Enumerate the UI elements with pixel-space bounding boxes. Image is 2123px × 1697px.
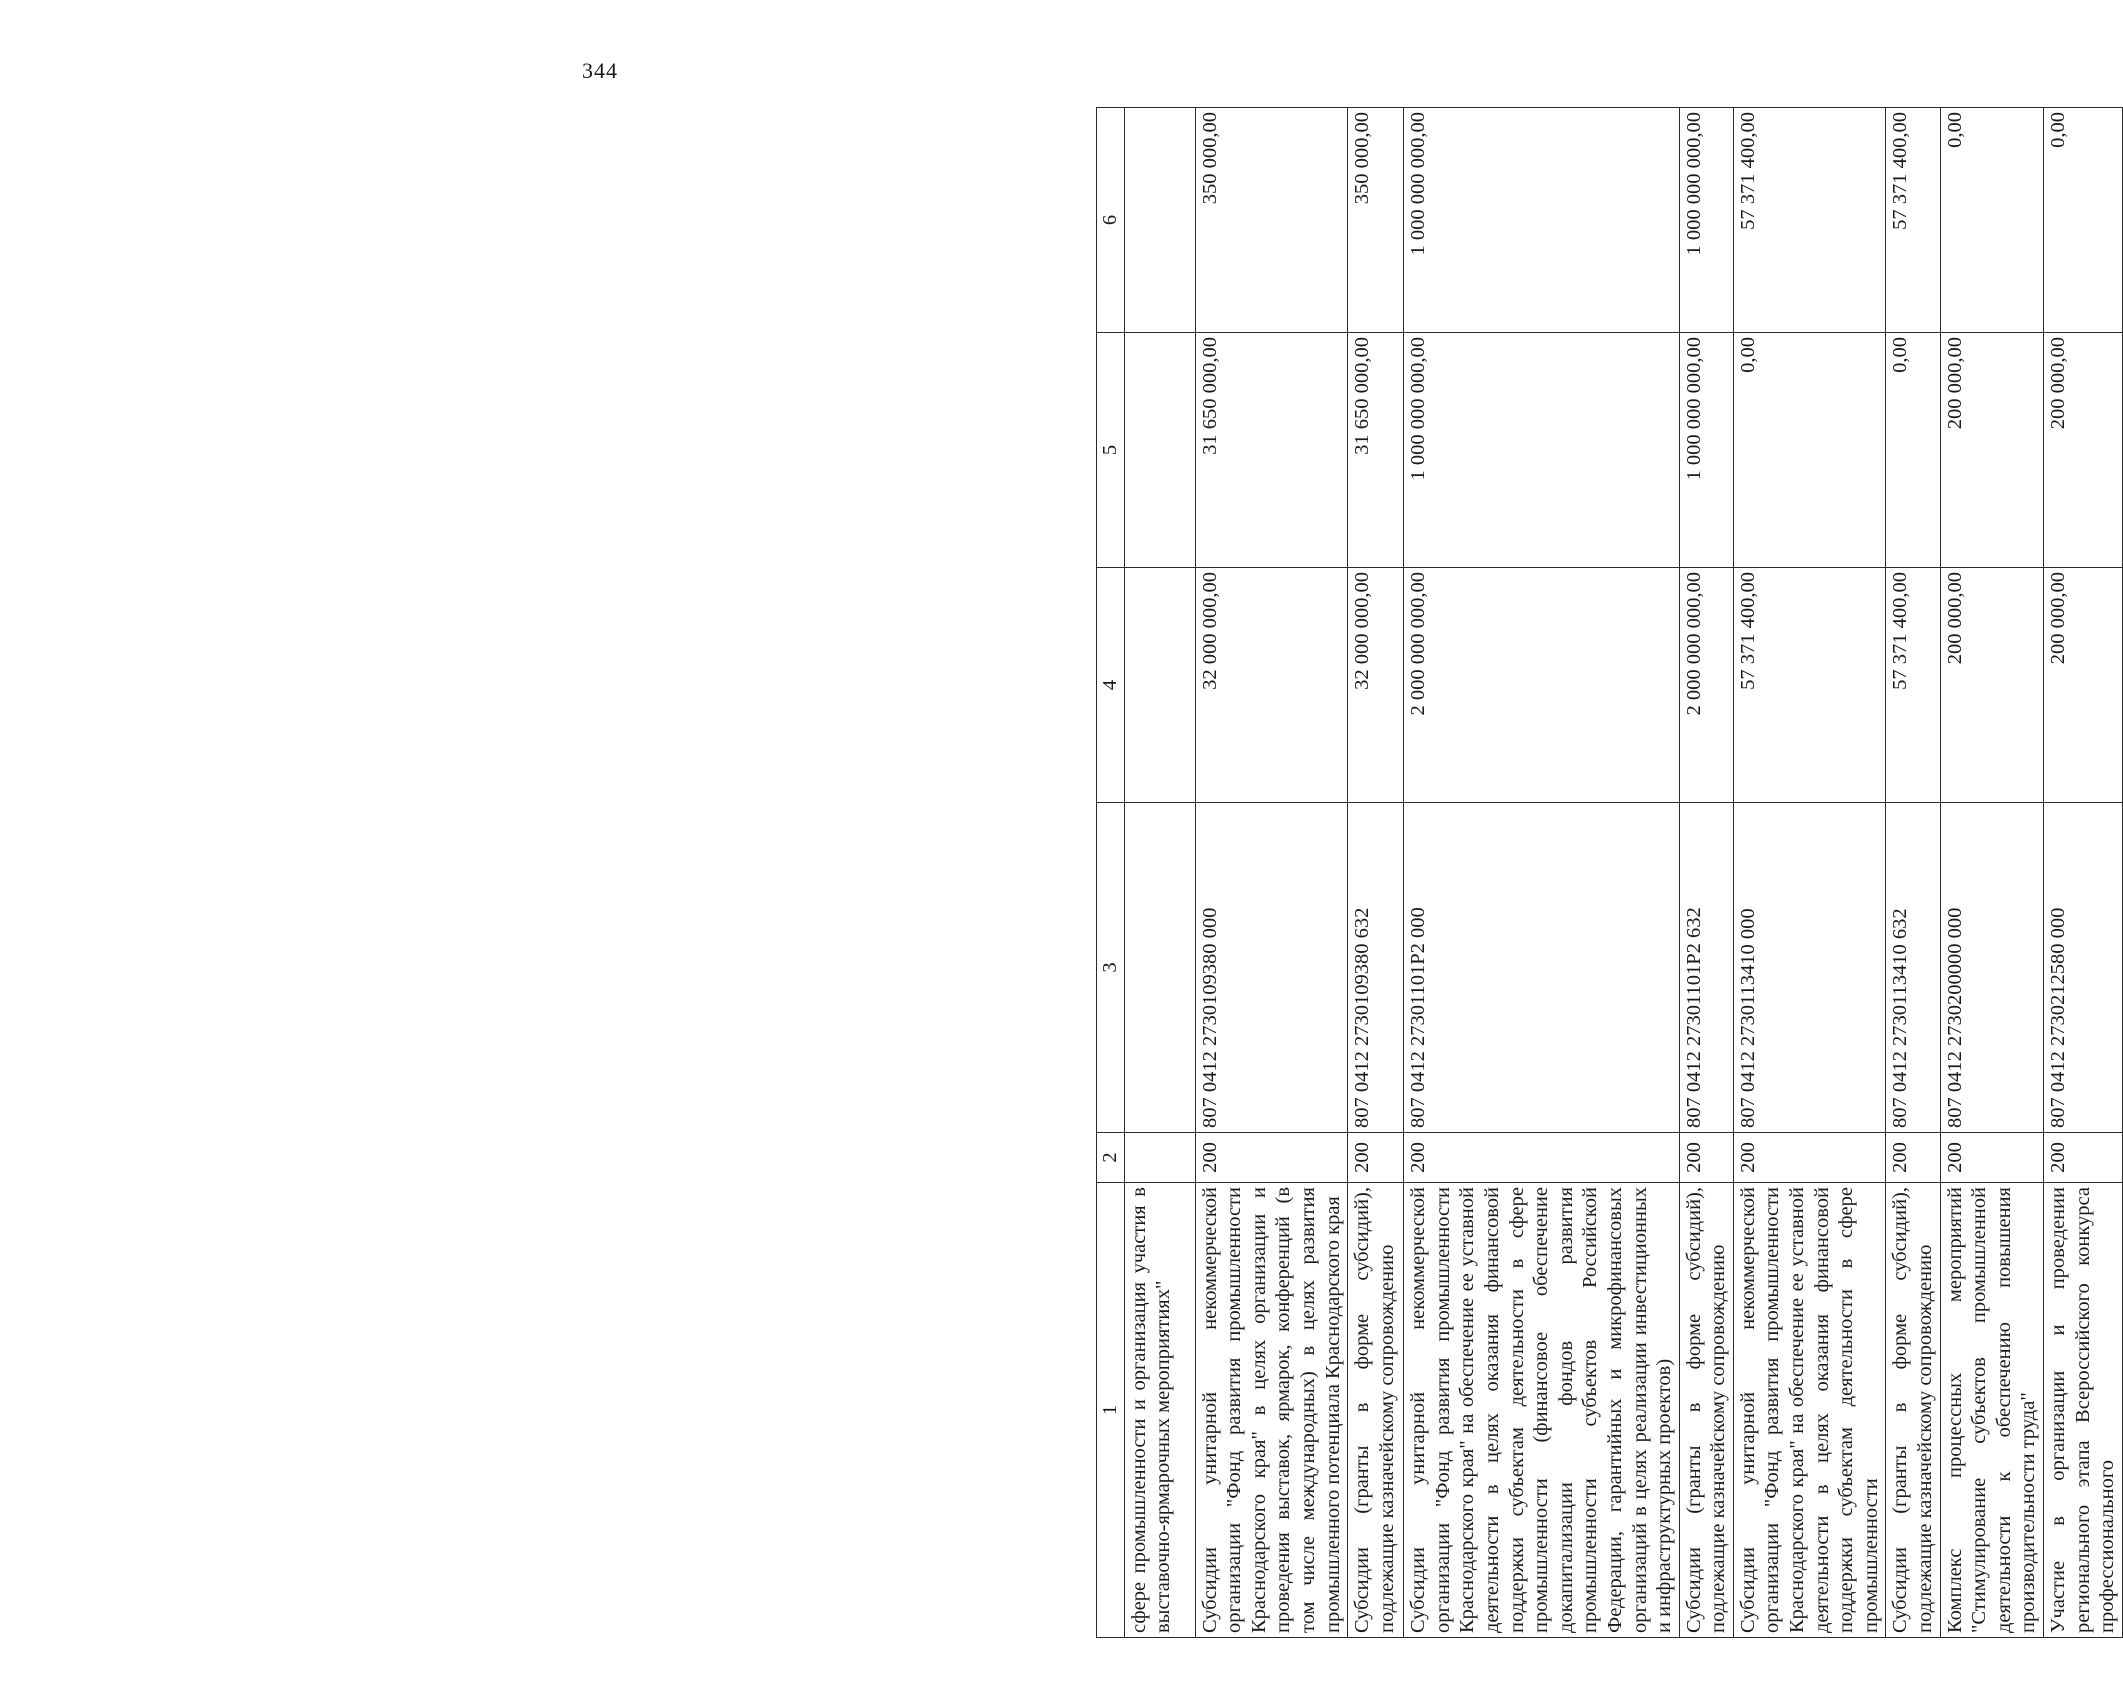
row-name: Субсидии (гранты в форме субсидий), подлежащие казначейскому сопровождению bbox=[1348, 1183, 1404, 1638]
row-col5: 200 000,00 bbox=[1940, 333, 2043, 568]
row-name: Субсидии унитарной некоммерческой организации "Фонд развития промышленности Краснодарского края" в целях организации и проведения выставок, ярмарок, конференций (в том числе международных) в целях развития промышленного потенциала Краснодарского края bbox=[1195, 1183, 1348, 1638]
row-code: 200 bbox=[1733, 1133, 1886, 1183]
row-col5 bbox=[1124, 333, 1195, 568]
row-classifier: 807 0412 2730109380 000 bbox=[1195, 803, 1348, 1133]
header-cell: 4 bbox=[1097, 568, 1125, 803]
row-code: 200 bbox=[2044, 1133, 2123, 1183]
row-name: Субсидии унитарной некоммерческой организации "Фонд развития промышленности Краснодарского края" на обеспечение ее уставной деятельности в целях оказания финансовой поддержки субъектам деятельности в сфере промышленности bbox=[1733, 1183, 1886, 1638]
row-classifier: 807 0412 27301101P2 000 bbox=[1404, 803, 1680, 1133]
header-cell: 6 bbox=[1097, 108, 1125, 333]
row-col4: 57 371 400,00 bbox=[1886, 568, 1940, 803]
row-col6: 1 000 000 000,00 bbox=[1404, 108, 1680, 333]
page-number: 344 bbox=[582, 58, 618, 83]
row-col4: 200 000,00 bbox=[1940, 568, 2043, 803]
row-classifier: 807 0412 2730109380 632 bbox=[1348, 803, 1404, 1133]
row-name: Участие в организации и проведении регионального этапа Всероссийского конкурса профессионального bbox=[2044, 1183, 2123, 1638]
row-col6: 1 000 000 000,00 bbox=[1679, 108, 1733, 333]
row-col6: 350 000,00 bbox=[1348, 108, 1404, 333]
row-classifier: 807 0412 27301101P2 632 bbox=[1679, 803, 1733, 1133]
row-col5: 31 650 000,00 bbox=[1195, 333, 1348, 568]
row-classifier: 807 0412 2730113410 000 bbox=[1733, 803, 1886, 1133]
table-row bbox=[1124, 108, 1195, 1638]
row-name: сфере промышленности и организация участия в выставочно-ярмарочных мероприятиях" bbox=[1124, 1183, 1195, 1638]
row-code: 200 bbox=[1348, 1133, 1404, 1183]
row-code: 200 bbox=[1679, 1133, 1733, 1183]
row-name: Субсидии (гранты в форме субсидий), подлежащие казначейскому сопровождению bbox=[1886, 1183, 1940, 1638]
row-col5: 1 000 000 000,00 bbox=[1404, 333, 1680, 568]
table-row bbox=[1404, 108, 1680, 1638]
row-col4 bbox=[1124, 568, 1195, 803]
row-col4: 2 000 000 000,00 bbox=[1404, 568, 1680, 803]
row-classifier bbox=[1124, 803, 1195, 1133]
budget-table bbox=[1096, 107, 2123, 1638]
row-col4: 2 000 000 000,00 bbox=[1679, 568, 1733, 803]
row-name: Комплекс процессных мероприятий "Стимулирование субъектов промышленной деятельности к обеспечению повышения производительности труда" bbox=[1940, 1183, 2043, 1638]
table-row bbox=[1733, 108, 1886, 1638]
table-header-row bbox=[1097, 108, 1125, 1638]
row-code: 200 bbox=[1940, 1133, 2043, 1183]
row-code bbox=[1124, 1133, 1195, 1183]
row-name: Субсидии унитарной некоммерческой организации "Фонд развития промышленности Краснодарского края" на обеспечение ее уставной деятельности в целях оказания финансовой поддержки субъектам деятельности в сфере промышленности (финансовое обеспечение докапитализации фондов развития промышленности субъектов Российской Федерации, гарантийных и микрофинансовых организаций в целях реализации инвестиционных и инфраструктурных проектов) bbox=[1404, 1183, 1680, 1638]
header-cell: 2 bbox=[1097, 1133, 1125, 1183]
header-cell: 3 bbox=[1097, 803, 1125, 1133]
table-row bbox=[1886, 108, 1940, 1638]
table-row bbox=[1940, 108, 2043, 1638]
row-code: 200 bbox=[1195, 1133, 1348, 1183]
table-row bbox=[1348, 108, 1404, 1638]
row-col5: 0,00 bbox=[1733, 333, 1886, 568]
row-col4: 57 371 400,00 bbox=[1733, 568, 1886, 803]
row-classifier: 807 0412 2730212580 000 bbox=[2044, 803, 2123, 1133]
header-cell: 1 bbox=[1097, 1183, 1125, 1638]
row-col5: 31 650 000,00 bbox=[1348, 333, 1404, 568]
row-col4: 32 000 000,00 bbox=[1195, 568, 1348, 803]
row-col4: 200 000,00 bbox=[2044, 568, 2123, 803]
row-col6: 350 000,00 bbox=[1195, 108, 1348, 333]
row-classifier: 807 0412 2730113410 632 bbox=[1886, 803, 1940, 1133]
row-code: 200 bbox=[1404, 1133, 1680, 1183]
row-col5: 0,00 bbox=[1886, 333, 1940, 568]
table-row bbox=[1195, 108, 1348, 1638]
row-name: Субсидии (гранты в форме субсидий), подлежащие казначейскому сопровождению bbox=[1679, 1183, 1733, 1638]
row-col6: 0,00 bbox=[2044, 108, 2123, 333]
budget-table-rotated bbox=[1096, 108, 2119, 1638]
row-col5: 1 000 000 000,00 bbox=[1679, 333, 1733, 568]
table-row bbox=[2044, 108, 2123, 1638]
row-col4: 32 000 000,00 bbox=[1348, 568, 1404, 803]
row-col6: 57 371 400,00 bbox=[1733, 108, 1886, 333]
header-cell: 5 bbox=[1097, 333, 1125, 568]
row-col6: 57 371 400,00 bbox=[1886, 108, 1940, 333]
row-code: 200 bbox=[1886, 1133, 1940, 1183]
row-col6 bbox=[1124, 108, 1195, 333]
row-col6: 0,00 bbox=[1940, 108, 2043, 333]
row-col5: 200 000,00 bbox=[2044, 333, 2123, 568]
row-classifier: 807 0412 2730200000 000 bbox=[1940, 803, 2043, 1133]
table-row bbox=[1679, 108, 1733, 1638]
